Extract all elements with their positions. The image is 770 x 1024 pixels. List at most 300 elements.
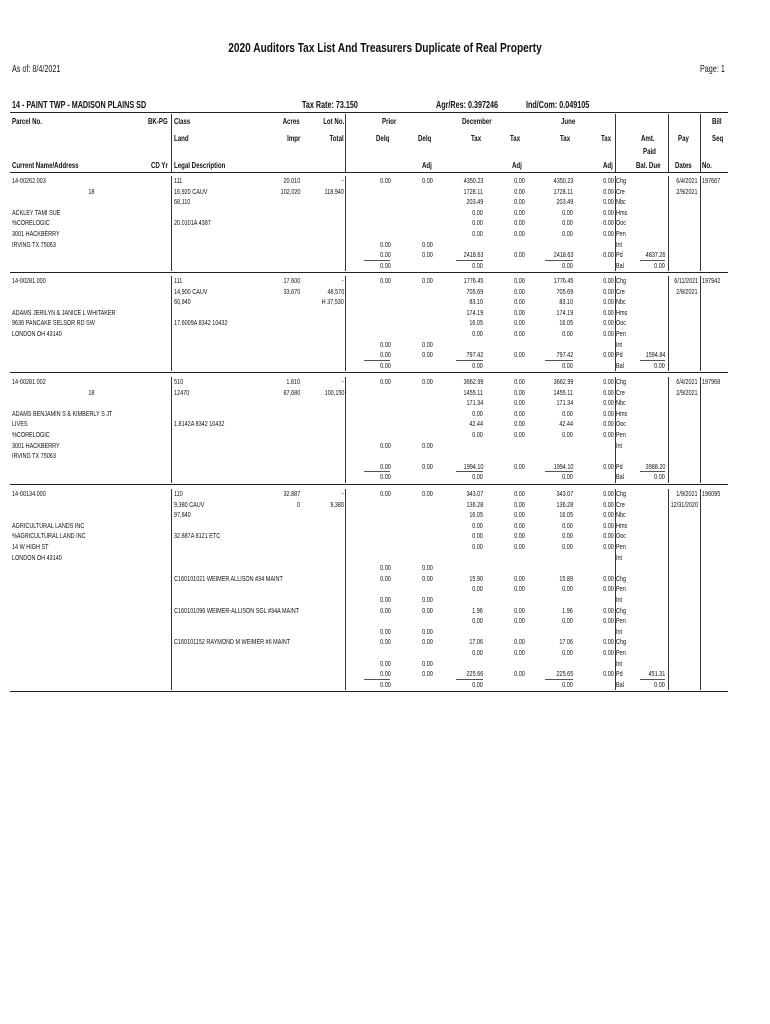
june-tax: 17.06 <box>559 637 573 647</box>
june-total-tick <box>545 260 573 261</box>
header-column-separator <box>345 114 346 172</box>
header-lot-no: Lot No. <box>322 116 344 126</box>
prior-delq-value: 0.00 <box>380 377 391 386</box>
december-adj: 0.00 <box>514 197 525 207</box>
december-tax: 3662.99 <box>463 377 483 386</box>
bill-sequence-number: 196095 <box>702 489 721 498</box>
prior-delq-value: 0.00 <box>380 626 391 636</box>
line-type-label: Pen <box>616 229 626 238</box>
header-prior-delq: Delq <box>376 133 390 143</box>
december-tax: 0.00 <box>472 584 483 594</box>
june-tax: 1994.10 <box>553 461 573 471</box>
owner-address-line: ADAMS BENJAMIN S & KIMBERLY S JT <box>12 408 113 418</box>
prior-delq-value: 0.00 <box>380 276 391 285</box>
december-tax: 0.00 <box>472 260 483 270</box>
june-adj: 0.00 <box>603 218 614 228</box>
page-number: Page: 1 <box>700 64 725 75</box>
december-tax: 225.66 <box>466 669 483 679</box>
line-type-label: Pd <box>616 350 623 360</box>
prior-total-tick <box>364 260 390 261</box>
lot-total-value: - <box>342 489 344 498</box>
june-adj: 0.00 <box>603 307 614 317</box>
line-type-label: Bal <box>616 360 624 370</box>
legal-description: 20.0101A 4387 <box>174 218 211 228</box>
parcel-number: 14-00281.000 <box>12 276 46 285</box>
class-land-value: 510 <box>174 377 184 386</box>
december-adj: 0.00 <box>514 531 525 541</box>
tax-rate: Tax Rate: 73.150 <box>302 100 358 111</box>
legal-description: C160101152 RAYMOND M WEIMER #6 MAINT <box>174 637 291 647</box>
lot-total-value: - <box>342 377 344 386</box>
class-land-value: 16,920 CAUV <box>174 186 208 196</box>
line-type-label: Int <box>616 339 623 349</box>
december-tax: 1728.11 <box>463 186 483 196</box>
december-tax: 0.00 <box>472 207 483 217</box>
column-separator <box>615 276 616 371</box>
june-adj: 0.00 <box>603 377 614 386</box>
acres-impr-value: 1.810 <box>286 377 300 386</box>
column-separator <box>668 176 669 271</box>
december-adj: 0.00 <box>514 616 525 626</box>
delq-value: 0.00 <box>422 489 433 498</box>
prior-total-tick <box>364 679 390 680</box>
class-land-value: 68,110 <box>174 197 191 207</box>
june-tax: 0.00 <box>562 360 573 370</box>
line-type-label: Cre <box>616 286 625 296</box>
delq-value: 0.00 <box>422 637 433 647</box>
as-of-date: As of: 8/4/2021 <box>12 64 61 75</box>
pay-date: 2/9/2021 <box>676 186 698 196</box>
june-adj: 0.00 <box>603 616 614 626</box>
prior-delq-value: 0.00 <box>380 563 391 573</box>
line-type-label: Bal <box>616 472 624 482</box>
header-class: Class <box>174 116 191 126</box>
owner-address-line: LIVES <box>12 419 28 429</box>
line-type-label: Int <box>616 658 623 668</box>
december-tax: 2418.63 <box>463 250 483 260</box>
header-june-adj-tax: Tax <box>601 133 612 143</box>
december-adj: 0.00 <box>514 669 525 679</box>
owner-address-line: LONDON OH 43140 <box>12 329 62 338</box>
june-tax: 3662.99 <box>553 377 573 386</box>
class-land-value: 9,380 CAUV <box>174 499 205 509</box>
december-tax: 0.00 <box>472 408 483 418</box>
owner-address-line: IRVING TX 75063 <box>12 451 56 461</box>
pay-date: 12/31/2020 <box>670 499 698 509</box>
december-adj: 0.00 <box>514 499 525 509</box>
header-no: No. <box>702 160 712 170</box>
header-december: December <box>462 116 492 126</box>
delq-value: 0.00 <box>422 605 433 615</box>
owner-address-line: ADAMS JERILYN & JANICE L WHITAKER <box>12 307 116 317</box>
december-adj: 0.00 <box>514 430 525 439</box>
line-type-label: Pd <box>616 461 623 471</box>
june-adj: 0.00 <box>603 669 614 679</box>
june-tax: 0.00 <box>562 616 573 626</box>
line-type-label: Hms <box>616 307 628 317</box>
pay-date: 6/4/2021 <box>676 176 698 185</box>
june-tax: 1728.11 <box>553 186 573 196</box>
december-total-tick <box>456 260 483 261</box>
column-separator <box>345 276 346 371</box>
class-land-value: 97,840 <box>174 510 191 520</box>
legal-description: 17.6009A 8342 10432 <box>174 318 228 328</box>
june-total-tick <box>545 360 573 361</box>
december-adj: 0.00 <box>514 637 525 647</box>
district-name: 14 - PAINT TWP - MADISON PLAINS SD <box>12 100 147 111</box>
column-separator <box>700 377 701 483</box>
line-type-label: Ooc <box>616 218 627 228</box>
june-tax: 797.42 <box>556 350 573 360</box>
bill-sequence-number: 197942 <box>702 276 721 285</box>
record-separator-rule <box>10 272 728 273</box>
june-adj: 0.00 <box>603 637 614 647</box>
line-type-label: Nbc <box>616 297 626 307</box>
class-land-value: 111 <box>174 276 183 285</box>
prior-delq-value: 0.00 <box>380 637 391 647</box>
header-parcel-no: Parcel No. <box>12 116 42 126</box>
december-tax: 4350.23 <box>463 176 483 185</box>
december-adj: 0.00 <box>514 387 525 397</box>
legal-description: C160101096 WEIMER-ALLISON SGL #34A MAINT <box>174 605 299 615</box>
prior-delq-value: 0.00 <box>380 605 391 615</box>
december-tax: 0.00 <box>472 360 483 370</box>
december-adj: 0.00 <box>514 489 525 498</box>
december-tax: 171.34 <box>466 398 483 408</box>
column-separator <box>615 176 616 271</box>
class-land-value: 14,900 CAUV <box>174 286 208 296</box>
line-type-label: Int <box>616 440 623 450</box>
december-tax: 705.69 <box>466 286 483 296</box>
december-adj: 0.00 <box>514 276 525 285</box>
header-delq: Delq <box>418 133 432 143</box>
delq-value: 0.00 <box>422 350 433 360</box>
header-december-adj-tax: Tax <box>510 133 521 143</box>
june-adj: 0.00 <box>603 430 614 439</box>
line-type-label: Nbc <box>616 197 626 207</box>
header-seq: Seq <box>712 133 724 143</box>
owner-address-line: 3001 HACKBERRY <box>12 229 60 238</box>
line-type-label: Chg <box>616 489 627 498</box>
december-tax: 0.00 <box>472 648 483 657</box>
agr-res-rate: Agr/Res: 0.397246 <box>436 100 499 111</box>
december-adj: 0.00 <box>514 286 525 296</box>
december-tax: 1455.11 <box>463 387 483 397</box>
prior-total-tick <box>364 360 390 361</box>
bill-sequence-number: 197667 <box>702 176 721 185</box>
june-adj: 0.00 <box>603 542 614 551</box>
header-top-rule <box>10 112 728 113</box>
line-type-label: Chg <box>616 637 627 647</box>
record-separator-rule <box>10 691 728 692</box>
prior-delq-value: 0.00 <box>380 350 391 360</box>
header-column-separator <box>171 114 172 172</box>
line-type-label: Hms <box>616 520 628 530</box>
delq-value: 0.00 <box>422 239 433 249</box>
june-adj: 0.00 <box>603 499 614 509</box>
line-type-label: Pen <box>616 542 626 551</box>
december-tax: 136.28 <box>466 499 483 509</box>
december-adj: 0.00 <box>514 176 525 185</box>
december-adj: 0.00 <box>514 207 525 217</box>
amount-paid-balance: 0.00 <box>654 679 665 689</box>
june-tax: 0.00 <box>562 408 573 418</box>
header-delq-adj: Adj <box>422 160 432 170</box>
header-column-separator <box>615 114 616 172</box>
december-adj: 0.00 <box>514 186 525 196</box>
december-adj: 0.00 <box>514 584 525 594</box>
december-tax: 1994.10 <box>463 461 483 471</box>
december-tax: 15.90 <box>469 573 483 583</box>
june-adj: 0.00 <box>603 350 614 360</box>
june-tax: 0.00 <box>562 229 573 238</box>
prior-delq-value: 0.00 <box>380 669 391 679</box>
header-prior: Prior <box>382 116 397 126</box>
june-adj: 0.00 <box>603 286 614 296</box>
header-june-adj: Adj <box>603 160 613 170</box>
june-tax: 0.00 <box>562 218 573 228</box>
line-type-label: Chg <box>616 573 627 583</box>
delq-value: 0.00 <box>422 669 433 679</box>
column-separator <box>345 176 346 271</box>
prior-delq-value: 0.00 <box>380 176 391 185</box>
acres-impr-value: 33,670 <box>283 286 300 296</box>
december-adj: 0.00 <box>514 461 525 471</box>
line-type-label: Bal <box>616 679 624 689</box>
delq-value: 0.00 <box>422 573 433 583</box>
june-tax: 83.10 <box>559 297 573 307</box>
prior-delq-value: 0.00 <box>380 440 391 450</box>
december-adj: 0.00 <box>514 520 525 530</box>
acres-impr-value: 32.887 <box>283 489 300 498</box>
june-tax: 0.00 <box>562 531 573 541</box>
december-total-tick <box>456 360 483 361</box>
column-separator <box>700 176 701 271</box>
december-tax: 0.00 <box>472 472 483 482</box>
header-pay: Pay <box>678 133 689 143</box>
line-type-label: Bal <box>616 260 624 270</box>
header-column-separator <box>668 114 669 172</box>
column-separator <box>700 276 701 371</box>
june-adj: 0.00 <box>603 197 614 207</box>
header-land: Land <box>174 133 189 143</box>
december-adj: 0.00 <box>514 307 525 317</box>
june-adj: 0.00 <box>603 276 614 285</box>
header-legal-description: Legal Description <box>174 160 226 170</box>
delq-value: 0.00 <box>422 595 433 604</box>
december-adj: 0.00 <box>514 350 525 360</box>
line-type-label: Cre <box>616 387 625 397</box>
parcel-number: 14-00262.003 <box>12 176 46 185</box>
acres-impr-value: 17.600 <box>283 276 300 285</box>
june-tax: 42.44 <box>559 419 573 429</box>
june-tax: 0.00 <box>562 430 573 439</box>
line-type-label: Int <box>616 552 623 562</box>
june-adj: 0.00 <box>603 584 614 594</box>
december-adj: 0.00 <box>514 297 525 307</box>
header-current-name: Current Name/Address <box>12 160 79 170</box>
june-tax: 0.00 <box>562 542 573 551</box>
line-type-label: Hms <box>616 207 628 217</box>
column-separator <box>615 489 616 690</box>
owner-address-line: %AGRICULTURAL LAND INC <box>12 531 86 541</box>
amount-paid-balance: 0.00 <box>654 472 665 482</box>
balance-total-tick <box>640 471 665 472</box>
owner-address-line: 9636 PANCAKE SELSOR RD SW <box>12 318 95 328</box>
december-adj: 0.00 <box>514 250 525 260</box>
june-tax: 0.00 <box>562 679 573 689</box>
delq-value: 0.00 <box>422 377 433 386</box>
june-tax: 136.28 <box>556 499 573 509</box>
june-adj: 0.00 <box>603 605 614 615</box>
owner-address-line: LONDON OH 43140 <box>12 552 62 562</box>
june-tax: 705.69 <box>556 286 573 296</box>
december-tax: 174.19 <box>466 307 483 317</box>
june-adj: 0.00 <box>603 520 614 530</box>
june-tax: 15.89 <box>559 573 573 583</box>
header-bal-due: Bal. Due <box>636 160 661 170</box>
balance-total-tick <box>640 360 665 361</box>
header-column-separator <box>700 114 701 172</box>
acres-impr-value: 20.010 <box>283 176 300 185</box>
line-type-label: Pen <box>616 584 626 594</box>
lot-total-value: 100,150 <box>324 387 344 397</box>
lot-total-value: - <box>342 176 344 185</box>
june-tax: 0.00 <box>562 648 573 657</box>
record-separator-rule <box>10 484 728 485</box>
june-tax: 203.49 <box>556 197 573 207</box>
pay-date: 6/4/2021 <box>676 377 698 386</box>
june-adj: 0.00 <box>603 398 614 408</box>
june-adj: 0.00 <box>603 648 614 657</box>
june-adj: 0.00 <box>603 329 614 338</box>
prior-delq-value: 0.00 <box>380 679 391 689</box>
december-adj: 0.00 <box>514 419 525 429</box>
line-type-label: Pen <box>616 648 626 657</box>
line-type-label: Chg <box>616 176 627 185</box>
delq-value: 0.00 <box>422 563 433 573</box>
june-adj: 0.00 <box>603 186 614 196</box>
line-type-label: Int <box>616 239 623 249</box>
header-amt: Amt. <box>641 133 655 143</box>
june-tax: 171.34 <box>556 398 573 408</box>
prior-delq-value: 0.00 <box>380 595 391 604</box>
line-type-label: Cre <box>616 186 625 196</box>
june-tax: 0.00 <box>562 260 573 270</box>
december-adj: 0.00 <box>514 229 525 238</box>
december-tax: 0.00 <box>472 531 483 541</box>
line-type-label: Ooc <box>616 318 627 328</box>
amount-paid-balance: 4837.26 <box>645 250 665 260</box>
amount-paid-balance: 3988.20 <box>645 461 665 471</box>
cd-year: 18 <box>87 387 94 397</box>
december-tax: 83.10 <box>469 297 483 307</box>
delq-value: 0.00 <box>422 461 433 471</box>
parcel-number: 14-00134.000 <box>12 489 46 498</box>
owner-address-line: ACKLEY TAMI SUE <box>12 207 61 217</box>
june-tax: 1455.11 <box>553 387 573 397</box>
line-type-label: Ooc <box>616 419 627 429</box>
header-bkpg: BK-PG <box>148 116 168 126</box>
june-tax: 0.00 <box>562 207 573 217</box>
delq-value: 0.00 <box>422 250 433 260</box>
header-december-tax: Tax <box>471 133 482 143</box>
december-tax: 1776.45 <box>463 276 483 285</box>
december-tax: 0.00 <box>472 542 483 551</box>
header-bottom-rule <box>10 172 728 173</box>
prior-delq-value: 0.00 <box>380 461 391 471</box>
class-land-value: 60,940 <box>174 297 191 307</box>
acres-impr-value: 87,680 <box>283 387 300 397</box>
header-december-adj: Adj <box>512 160 522 170</box>
line-type-label: Ooc <box>616 531 627 541</box>
column-separator <box>668 377 669 483</box>
june-tax: 1.96 <box>562 605 573 615</box>
amount-paid-balance: 1594.84 <box>645 350 665 360</box>
prior-delq-value: 0.00 <box>380 472 391 482</box>
delq-value: 0.00 <box>422 276 433 285</box>
december-tax: 0.00 <box>472 520 483 530</box>
owner-address-line: %CORELOGIC <box>12 218 50 228</box>
june-tax: 2418.63 <box>553 250 573 260</box>
column-separator <box>700 489 701 690</box>
december-adj: 0.00 <box>514 408 525 418</box>
december-tax: 16.05 <box>469 318 483 328</box>
header-june-tax: Tax <box>560 133 571 143</box>
class-land-value: 12470 <box>174 387 190 397</box>
december-tax: 0.00 <box>472 679 483 689</box>
lot-total-value: - <box>342 276 344 285</box>
acres-impr-value: 0 <box>296 499 300 509</box>
june-tax: 16.05 <box>559 318 573 328</box>
june-tax: 174.19 <box>556 307 573 317</box>
june-adj: 0.00 <box>603 531 614 541</box>
line-type-label: Nbc <box>616 510 626 520</box>
december-tax: 203.49 <box>466 197 483 207</box>
lot-total-value: 118,940 <box>324 186 344 196</box>
june-adj: 0.00 <box>603 207 614 217</box>
prior-delq-value: 0.00 <box>380 250 391 260</box>
lot-total-value: 9,380 <box>330 499 344 509</box>
june-tax: 4350.23 <box>553 176 573 185</box>
december-tax: 17.06 <box>469 637 483 647</box>
december-tax: 16.05 <box>469 510 483 520</box>
prior-delq-value: 0.00 <box>380 360 391 370</box>
delq-value: 0.00 <box>422 440 433 450</box>
acres-impr-value: 102,020 <box>280 186 300 196</box>
june-tax: 1776.45 <box>553 276 573 285</box>
column-separator <box>171 377 172 483</box>
line-type-label: Pd <box>616 250 623 260</box>
legal-description: 1.8142A 8342 10432 <box>174 419 225 429</box>
june-tax: 0.00 <box>562 520 573 530</box>
june-adj: 0.00 <box>603 229 614 238</box>
december-adj: 0.00 <box>514 605 525 615</box>
delq-value: 0.00 <box>422 339 433 349</box>
record-separator-rule <box>10 372 728 373</box>
parcel-number: 14-00281.002 <box>12 377 46 386</box>
december-adj: 0.00 <box>514 329 525 338</box>
june-tax: 0.00 <box>562 584 573 594</box>
december-tax: 42.44 <box>469 419 483 429</box>
delq-value: 0.00 <box>422 658 433 668</box>
june-total-tick <box>545 679 573 680</box>
june-tax: 0.00 <box>562 329 573 338</box>
june-tax: 225.65 <box>556 669 573 679</box>
prior-delq-value: 0.00 <box>380 339 391 349</box>
line-type-label: Nbc <box>616 398 626 408</box>
lot-total-value: H 37,530 <box>321 297 344 307</box>
